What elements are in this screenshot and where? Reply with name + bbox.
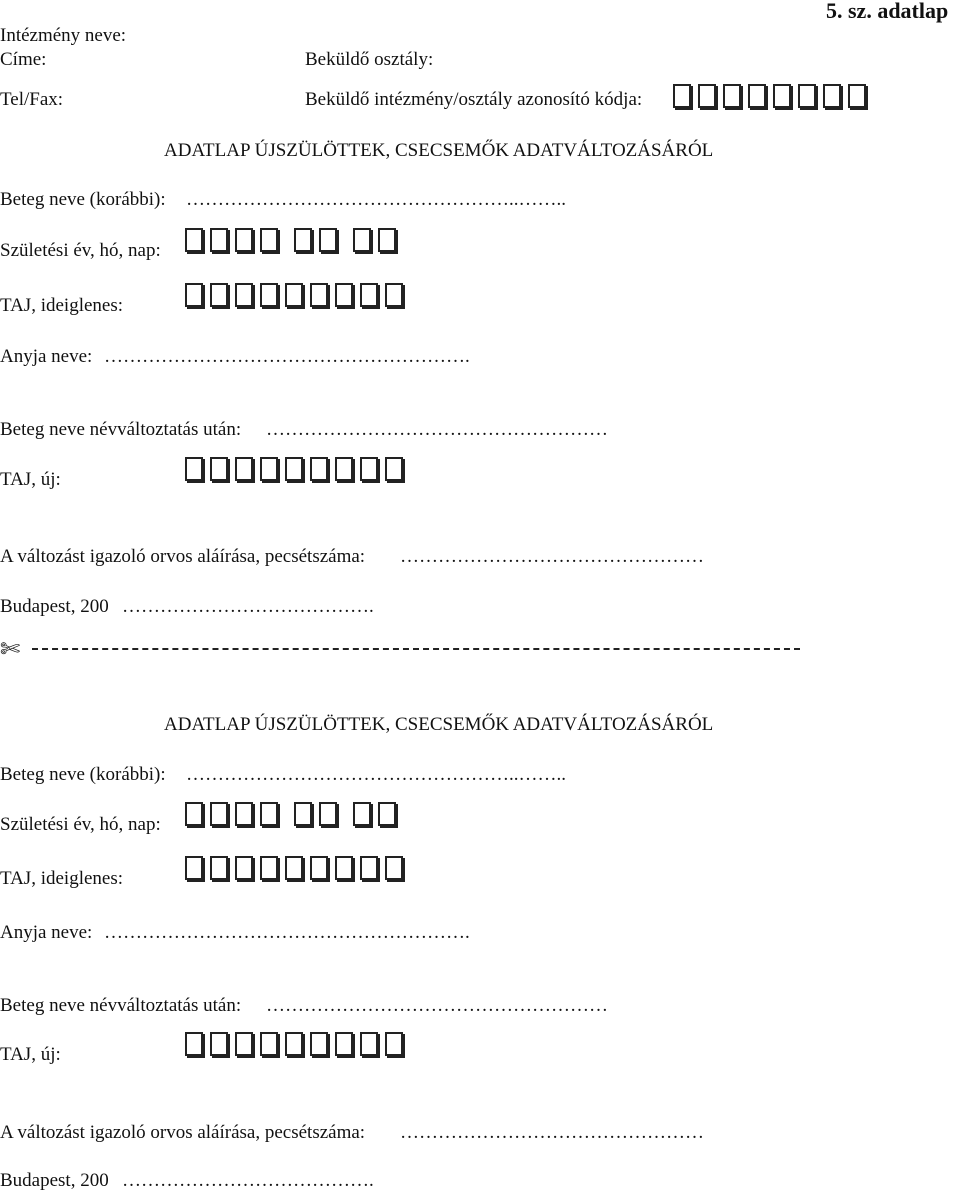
digit-box[interactable] xyxy=(335,856,353,880)
digit-box[interactable] xyxy=(294,228,312,252)
taj-temp-boxes[interactable] xyxy=(185,856,403,880)
digit-box[interactable] xyxy=(210,228,228,252)
birth-date-boxes[interactable] xyxy=(185,802,396,826)
prev-name-field[interactable]: ……………………………………………..…….. xyxy=(186,189,566,210)
digit-box[interactable] xyxy=(235,457,253,481)
digit-box[interactable] xyxy=(335,283,353,307)
digit-box[interactable] xyxy=(823,84,841,108)
new-name-field[interactable]: ……………………………………………… xyxy=(266,995,608,1016)
digit-box[interactable] xyxy=(210,457,228,481)
digit-box[interactable] xyxy=(385,1032,403,1056)
digit-box[interactable] xyxy=(360,1032,378,1056)
digit-box[interactable] xyxy=(319,802,337,826)
mother-name-field[interactable]: …………………………………………………. xyxy=(104,922,470,943)
digit-box[interactable] xyxy=(385,457,403,481)
digit-box[interactable] xyxy=(260,457,278,481)
scissors-icon: ✄ xyxy=(0,637,21,663)
digit-box[interactable] xyxy=(210,856,228,880)
digit-box[interactable] xyxy=(848,84,866,108)
digit-box[interactable] xyxy=(210,283,228,307)
taj-new-label: TAJ, új: xyxy=(0,1044,61,1065)
digit-box[interactable] xyxy=(260,228,278,252)
taj-new-label: TAJ, új: xyxy=(0,469,61,490)
mother-name-field[interactable]: …………………………………………………. xyxy=(104,346,470,367)
digit-box[interactable] xyxy=(385,856,403,880)
taj-temp-boxes[interactable] xyxy=(185,283,403,307)
digit-box[interactable] xyxy=(285,457,303,481)
digit-box[interactable] xyxy=(723,84,741,108)
telfax-label: Tel/Fax: xyxy=(0,89,64,110)
signature-label: A változást igazoló orvos aláírása, pecsétszáma: xyxy=(0,546,366,567)
form-number: 5. sz. adatlap xyxy=(826,0,949,23)
digit-box[interactable] xyxy=(260,283,278,307)
mother-name-label: Anyja neve: xyxy=(0,922,93,943)
sender-id-boxes[interactable] xyxy=(673,84,866,108)
digit-box[interactable] xyxy=(310,856,328,880)
digit-box[interactable] xyxy=(185,228,203,252)
taj-new-boxes[interactable] xyxy=(185,457,403,481)
digit-box[interactable] xyxy=(210,1032,228,1056)
digit-box[interactable] xyxy=(319,228,337,252)
digit-box[interactable] xyxy=(773,84,791,108)
prev-name-label: Beteg neve (korábbi): xyxy=(0,189,166,210)
digit-box[interactable] xyxy=(698,84,716,108)
mother-name-label: Anyja neve: xyxy=(0,346,93,367)
new-name-label: Beteg neve névváltoztatás után: xyxy=(0,419,242,440)
digit-box[interactable] xyxy=(235,856,253,880)
digit-box[interactable] xyxy=(260,802,278,826)
digit-box[interactable] xyxy=(285,856,303,880)
sender-id-label: Beküldő intézmény/osztály azonosító kódja: xyxy=(305,89,643,110)
digit-box[interactable] xyxy=(185,802,203,826)
place-date-label: Budapest, 200 xyxy=(0,1170,109,1191)
address-label: Címe: xyxy=(0,49,47,70)
digit-box[interactable] xyxy=(360,457,378,481)
digit-box[interactable] xyxy=(310,1032,328,1056)
sender-ward-label: Beküldő osztály: xyxy=(305,49,434,70)
digit-box[interactable] xyxy=(385,283,403,307)
digit-box[interactable] xyxy=(335,457,353,481)
digit-box[interactable] xyxy=(235,228,253,252)
digit-box[interactable] xyxy=(798,84,816,108)
digit-box[interactable] xyxy=(310,457,328,481)
digit-box[interactable] xyxy=(285,283,303,307)
digit-box[interactable] xyxy=(294,802,312,826)
digit-box[interactable] xyxy=(260,856,278,880)
new-name-field[interactable]: ……………………………………………… xyxy=(266,419,608,440)
signature-label: A változást igazoló orvos aláírása, pecsétszáma: xyxy=(0,1122,366,1143)
digit-box[interactable] xyxy=(748,84,766,108)
cut-line xyxy=(32,648,800,650)
taj-temp-label: TAJ, ideiglenes: xyxy=(0,868,124,889)
digit-box[interactable] xyxy=(353,228,371,252)
digit-box[interactable] xyxy=(360,283,378,307)
digit-box[interactable] xyxy=(235,1032,253,1056)
digit-box[interactable] xyxy=(335,1032,353,1056)
digit-box[interactable] xyxy=(360,856,378,880)
place-date-field[interactable]: …………………………………. xyxy=(122,1170,374,1191)
signature-field[interactable]: ………………………………………… xyxy=(400,546,704,567)
digit-box[interactable] xyxy=(353,802,371,826)
place-date-field[interactable]: …………………………………. xyxy=(122,596,374,617)
birth-date-label: Születési év, hó, nap: xyxy=(0,240,161,261)
prev-name-field[interactable]: ……………………………………………..…….. xyxy=(186,764,566,785)
digit-box[interactable] xyxy=(260,1032,278,1056)
form-title: ADATLAP ÚJSZÜLÖTTEK, CSECSEMŐK ADATVÁLTOZÁSÁRÓL xyxy=(164,714,714,735)
digit-box[interactable] xyxy=(235,802,253,826)
digit-box[interactable] xyxy=(210,802,228,826)
taj-new-boxes[interactable] xyxy=(185,1032,403,1056)
digit-box[interactable] xyxy=(235,283,253,307)
prev-name-label: Beteg neve (korábbi): xyxy=(0,764,166,785)
institution-name-label: Intézmény neve: xyxy=(0,25,127,46)
birth-date-label: Születési év, hó, nap: xyxy=(0,814,161,835)
digit-box[interactable] xyxy=(310,283,328,307)
digit-box[interactable] xyxy=(285,1032,303,1056)
new-name-label: Beteg neve névváltoztatás után: xyxy=(0,995,242,1016)
taj-temp-label: TAJ, ideiglenes: xyxy=(0,295,124,316)
digit-box[interactable] xyxy=(185,856,203,880)
form-title: ADATLAP ÚJSZÜLÖTTEK, CSECSEMŐK ADATVÁLTOZÁSÁRÓL xyxy=(164,140,714,161)
digit-box[interactable] xyxy=(185,457,203,481)
signature-field[interactable]: ………………………………………… xyxy=(400,1122,704,1143)
digit-box[interactable] xyxy=(378,228,396,252)
place-date-label: Budapest, 200 xyxy=(0,596,109,617)
digit-box[interactable] xyxy=(378,802,396,826)
digit-box[interactable] xyxy=(185,283,203,307)
digit-box[interactable] xyxy=(673,84,691,108)
digit-box[interactable] xyxy=(185,1032,203,1056)
birth-date-boxes[interactable] xyxy=(185,228,396,252)
